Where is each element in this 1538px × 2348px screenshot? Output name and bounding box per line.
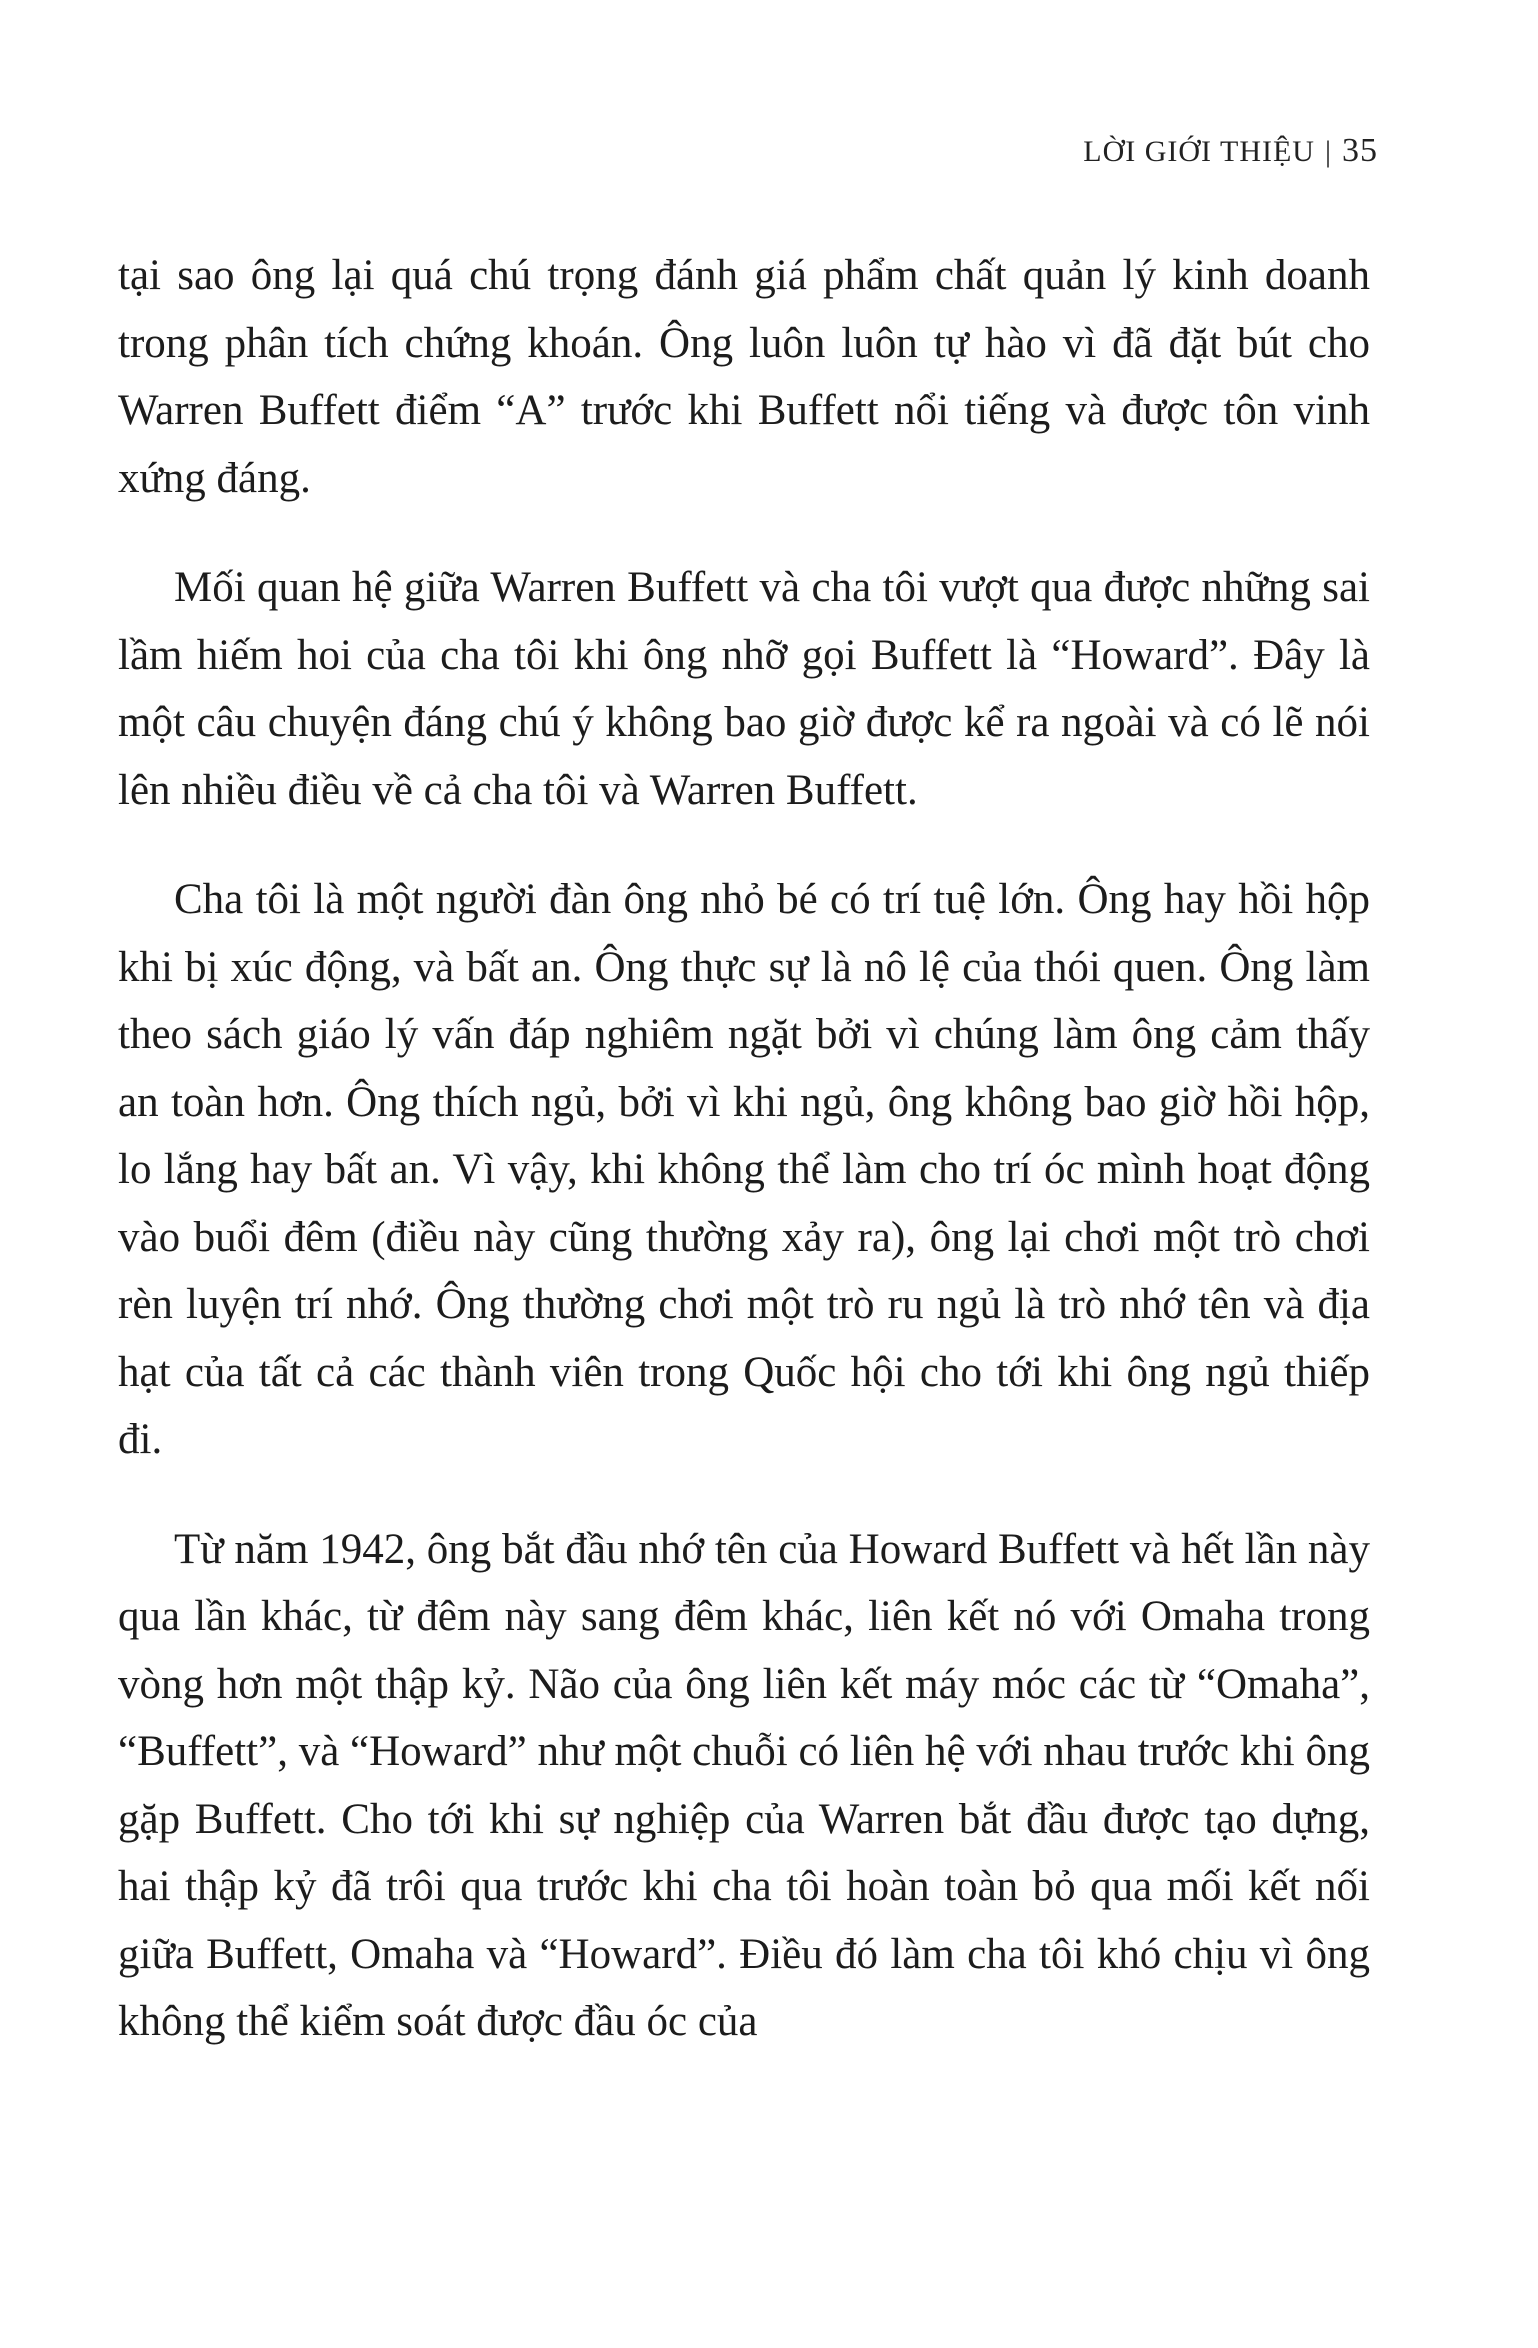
header-separator: | — [1324, 135, 1332, 168]
paragraph: Từ năm 1942, ông bắt đầu nhớ tên của Howard Buffett và hết lần này qua lần khác, từ đêm này sang đêm khác, liên kết nó với Omaha trong vòng hơn một thập kỷ. Não của ông liên kết máy móc các từ “Omaha”, “Buffett”, và “Howard” như một chuỗi có liên hệ với nhau trước khi ông gặp Buffett. Cho tới khi sự nghiệp của Warren bắt đầu được tạo dựng, hai thập kỷ đã trôi qua trước khi cha tôi hoàn toàn bỏ qua mối kết nối giữa Buffett, Omaha và “Howard”. Điều đó làm cha tôi khó chịu vì ông không thể kiểm soát được đầu óc của — [118, 1525, 1370, 2045]
paragraph-continued: tại sao ông lại quá chú trọng đánh giá phẩm chất quản lý kinh doanh trong phân tích chứng khoán. Ông luôn luôn tự hào vì đã đặt bút cho Warren Buffett điểm “A” trước khi Buffett nổi tiếng và được tôn vinh xứng đáng. — [118, 252, 1370, 502]
page-number: 35 — [1342, 132, 1378, 169]
paragraph: Cha tôi là một người đàn ông nhỏ bé có trí tuệ lớn. Ông hay hồi hộp khi bị xúc động, và bất an. Ông thực sự là nô lệ của thói quen. Ông làm theo sách giáo lý vấn đáp nghiêm ngặt bởi vì chúng làm ông cảm thấy an toàn hơn. Ông thích ngủ, bởi vì khi ngủ, ông không bao giờ hồi hộp, lo lắng hay bất an. Vì vậy, khi không thể làm cho trí óc mình hoạt động vào buổi đêm (điều này cũng thường xảy ra), ông lại chơi một trò chơi rèn luyện trí nhớ. Ông thường chơi một trò ru ngủ là trò nhớ tên và địa hạt của tất cả các thành viên trong Quốc hội cho tới khi ông ngủ thiếp đi. — [118, 876, 1370, 1463]
body-text — [118, 242, 1370, 2098]
chapter-title: LỜI GIỚI THIỆU — [1083, 135, 1315, 168]
paragraph: Mối quan hệ giữa Warren Buffett và cha tôi vượt qua được những sai lầm hiếm hoi của cha tôi khi ông nhỡ gọi Buffett là “Howard”. Đây là một câu chuyện đáng chú ý không bao giờ được kể ra ngoài và có lẽ nói lên nhiều điều về cả cha tôi và Warren Buffett. — [118, 564, 1370, 814]
running-header — [1083, 132, 1378, 170]
